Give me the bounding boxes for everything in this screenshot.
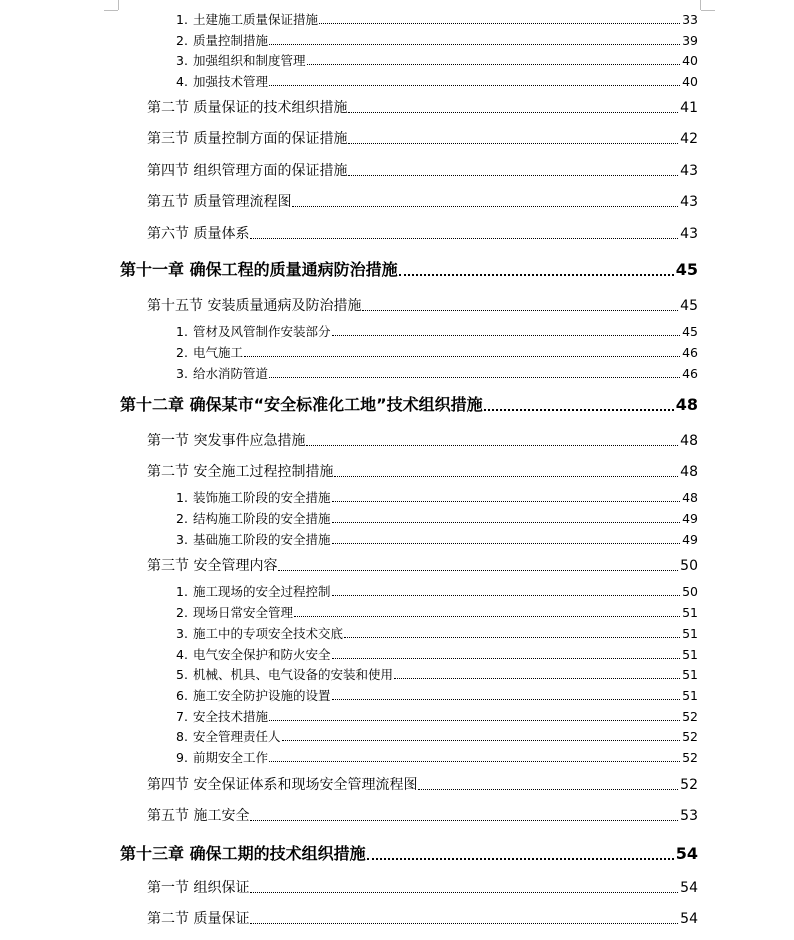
toc-page-number: 51 (682, 605, 698, 620)
crop-mark-left-horizontal (104, 10, 118, 11)
toc-item-label: 电气施工 (193, 345, 244, 360)
toc-item-label: 安全技术措施 (193, 709, 269, 724)
toc-item-label: 施工现场的安全过程控制 (193, 584, 331, 599)
toc-item[interactable] (176, 490, 698, 506)
toc-page-number: 51 (682, 667, 698, 682)
toc-item-number: 6. (176, 688, 188, 703)
toc-leader-dots (484, 409, 674, 411)
toc-leader-dots (250, 238, 678, 239)
toc-leader-dots (269, 720, 680, 721)
toc-section[interactable] (147, 910, 698, 928)
toc-leader-dots (332, 699, 681, 700)
toc-item-label: 加强组织和制度管理 (193, 53, 306, 68)
toc-leader-dots (348, 143, 678, 144)
toc-page-number: 43 (680, 194, 698, 210)
toc-section[interactable] (147, 130, 698, 148)
toc-page-number: 52 (680, 777, 698, 793)
toc-section-label: 第四节 安全保证体系和现场安全管理流程图 (147, 777, 418, 793)
toc-item-label: 管材及风管制作安装部分 (193, 324, 331, 339)
toc-item-label: 施工中的专项安全技术交底 (193, 626, 344, 641)
toc-page-number: 51 (682, 626, 698, 641)
toc-item-number: 1. (176, 324, 188, 339)
toc-section-label: 第十五节 安装质量通病及防治措施 (147, 298, 362, 314)
toc-chapter[interactable] (120, 844, 698, 864)
toc-page-number: 53 (680, 808, 698, 824)
toc-leader-dots (332, 543, 681, 544)
toc-item[interactable] (176, 532, 698, 548)
toc-page-number: 48 (682, 490, 698, 505)
toc-page-number: 48 (680, 464, 698, 480)
toc-section-label: 第六节 质量体系 (147, 226, 250, 242)
toc-leader-dots (332, 522, 681, 523)
toc-item[interactable] (176, 324, 698, 340)
toc-page-number: 54 (680, 880, 698, 896)
toc-item[interactable] (176, 584, 698, 600)
toc-item-number: 8. (176, 729, 188, 744)
toc-item[interactable] (176, 626, 698, 642)
toc-section[interactable] (147, 557, 698, 575)
crop-mark-right-horizontal (701, 10, 715, 11)
toc-section-label: 第一节 组织保证 (147, 880, 250, 896)
toc-item-number: 4. (176, 74, 188, 89)
toc-leader-dots (334, 476, 678, 477)
toc-leader-dots (332, 501, 681, 502)
toc-section[interactable] (147, 225, 698, 243)
toc-item-label: 基础施工阶段的安全措施 (193, 532, 331, 547)
toc-leader-dots (332, 658, 681, 659)
toc-section[interactable] (147, 432, 698, 450)
toc-page-number: 46 (682, 366, 698, 381)
toc-item-number: 5. (176, 667, 188, 682)
toc-item-label: 结构施工阶段的安全措施 (193, 511, 331, 526)
toc-section[interactable] (147, 162, 698, 180)
toc-section-label: 第二节 安全施工过程控制措施 (147, 464, 334, 480)
toc-leader-dots (332, 595, 681, 596)
toc-item[interactable] (176, 366, 698, 382)
toc-section-label: 第五节 质量管理流程图 (147, 194, 292, 210)
toc-page-number: 43 (680, 163, 698, 179)
toc-leader-dots (332, 335, 681, 336)
toc-leader-dots (269, 377, 680, 378)
toc-item[interactable] (176, 345, 698, 361)
toc-page-number: 51 (682, 647, 698, 662)
toc-item-label: 前期安全工作 (193, 750, 269, 765)
toc-page-number: 51 (682, 688, 698, 703)
toc-page-number: 45 (680, 298, 698, 314)
toc-item-label: 给水消防管道 (193, 366, 269, 381)
toc-leader-dots (367, 858, 674, 860)
toc-leader-dots (344, 637, 680, 638)
toc-chapter-label: 第十二章 确保某市“安全标准化工地”技术组织措施 (120, 395, 483, 414)
toc-leader-dots (348, 112, 678, 113)
toc-section[interactable] (147, 99, 698, 117)
toc-leader-dots (394, 678, 680, 679)
toc-item-number: 1. (176, 490, 188, 505)
toc-item[interactable] (176, 511, 698, 527)
toc-page-number: 43 (680, 226, 698, 242)
toc-item-number: 3. (176, 53, 188, 68)
toc-item-number: 7. (176, 709, 188, 724)
toc-leader-dots (269, 85, 680, 86)
toc-item-number: 3. (176, 626, 188, 641)
toc-item-number: 2. (176, 511, 188, 526)
toc-leader-dots (348, 175, 678, 176)
toc-page-number: 42 (680, 131, 698, 147)
toc-item-label: 质量控制措施 (193, 33, 269, 48)
toc-page-number: 45 (675, 260, 698, 279)
toc-page-number: 48 (680, 433, 698, 449)
toc-page-number: 39 (682, 33, 698, 48)
toc-leader-dots (269, 44, 680, 45)
toc-leader-dots (244, 356, 680, 357)
toc-item-number: 9. (176, 750, 188, 765)
toc-section[interactable] (147, 807, 698, 825)
toc-item[interactable] (176, 33, 698, 49)
toc-leader-dots (399, 274, 674, 276)
toc-item-number: 3. (176, 532, 188, 547)
toc-item-label: 土建施工质量保证措施 (193, 12, 319, 27)
toc-leader-dots (250, 820, 678, 821)
toc-page-number: 52 (682, 709, 698, 724)
toc-section[interactable] (147, 463, 698, 481)
toc-item-label: 装饰施工阶段的安全措施 (193, 490, 331, 505)
toc-leader-dots (418, 789, 678, 790)
toc-item[interactable] (176, 12, 698, 28)
toc-page-number: 54 (680, 911, 698, 927)
toc-item-number: 2. (176, 605, 188, 620)
toc-item[interactable] (176, 74, 698, 90)
toc-chapter-label: 第十三章 确保工期的技术组织措施 (120, 844, 366, 863)
toc-leader-dots (250, 923, 678, 924)
toc-page-number: 40 (682, 74, 698, 89)
toc-chapter[interactable] (120, 395, 698, 415)
toc-section-label: 第二节 质量保证 (147, 911, 250, 927)
toc-section-label: 第三节 安全管理内容 (147, 558, 278, 574)
toc-section-label: 第五节 施工安全 (147, 808, 250, 824)
toc-item-label: 现场日常安全管理 (193, 605, 294, 620)
toc-section-label: 第一节 突发事件应急措施 (147, 433, 306, 449)
toc-item[interactable] (176, 53, 698, 69)
toc-item[interactable] (176, 750, 698, 766)
toc-leader-dots (307, 64, 681, 65)
toc-chapter-label: 第十一章 确保工程的质量通病防治措施 (120, 260, 398, 279)
toc-item-number: 2. (176, 345, 188, 360)
toc-item[interactable] (176, 709, 698, 725)
crop-mark-left (118, 0, 119, 10)
toc-page-number: 49 (682, 511, 698, 526)
toc-page-number: 45 (682, 324, 698, 339)
toc-page-number: 41 (680, 100, 698, 116)
toc-leader-dots (292, 206, 678, 207)
toc-leader-dots (294, 616, 680, 617)
toc-leader-dots (250, 892, 678, 893)
toc-item-number: 3. (176, 366, 188, 381)
toc-item[interactable] (176, 688, 698, 704)
toc-page-number: 50 (680, 558, 698, 574)
toc-item-number: 2. (176, 33, 188, 48)
toc-item-label: 安全管理责任人 (193, 729, 281, 744)
toc-leader-dots (306, 445, 678, 446)
toc-page-number: 54 (675, 844, 698, 863)
toc-item-number: 4. (176, 647, 188, 662)
toc-section-label: 第二节 质量保证的技术组织措施 (147, 100, 348, 116)
toc-page-number: 40 (682, 53, 698, 68)
toc-item[interactable] (176, 729, 698, 745)
toc-item-label: 机械、机具、电气设备的安装和使用 (193, 667, 394, 682)
toc-item-label: 加强技术管理 (193, 74, 269, 89)
toc-leader-dots (278, 570, 678, 571)
toc-chapter[interactable] (120, 260, 698, 280)
toc-page-number: 52 (682, 750, 698, 765)
toc-item[interactable] (176, 667, 698, 683)
toc-page-number: 49 (682, 532, 698, 547)
toc-item-label: 电气安全保护和防火安全 (193, 647, 331, 662)
toc-section-label: 第三节 质量控制方面的保证措施 (147, 131, 348, 147)
toc-item-number: 1. (176, 584, 188, 599)
toc-section[interactable] (147, 297, 698, 315)
toc-page-number: 46 (682, 345, 698, 360)
toc-page-number: 52 (682, 729, 698, 744)
toc-leader-dots (269, 761, 680, 762)
toc-item-label: 施工安全防护设施的设置 (193, 688, 331, 703)
toc-section[interactable] (147, 193, 698, 211)
toc-item-number: 1. (176, 12, 188, 27)
crop-mark-right (700, 0, 701, 10)
toc-section[interactable] (147, 776, 698, 794)
toc-page-number: 33 (682, 12, 698, 27)
toc-section[interactable] (147, 879, 698, 897)
toc-page-number: 50 (682, 584, 698, 599)
toc-item[interactable] (176, 605, 698, 621)
toc-item[interactable] (176, 647, 698, 663)
toc-section-label: 第四节 组织管理方面的保证措施 (147, 163, 348, 179)
toc-leader-dots (362, 310, 678, 311)
toc-leader-dots (319, 23, 680, 24)
toc-leader-dots (282, 740, 681, 741)
toc-page-number: 48 (675, 395, 698, 414)
